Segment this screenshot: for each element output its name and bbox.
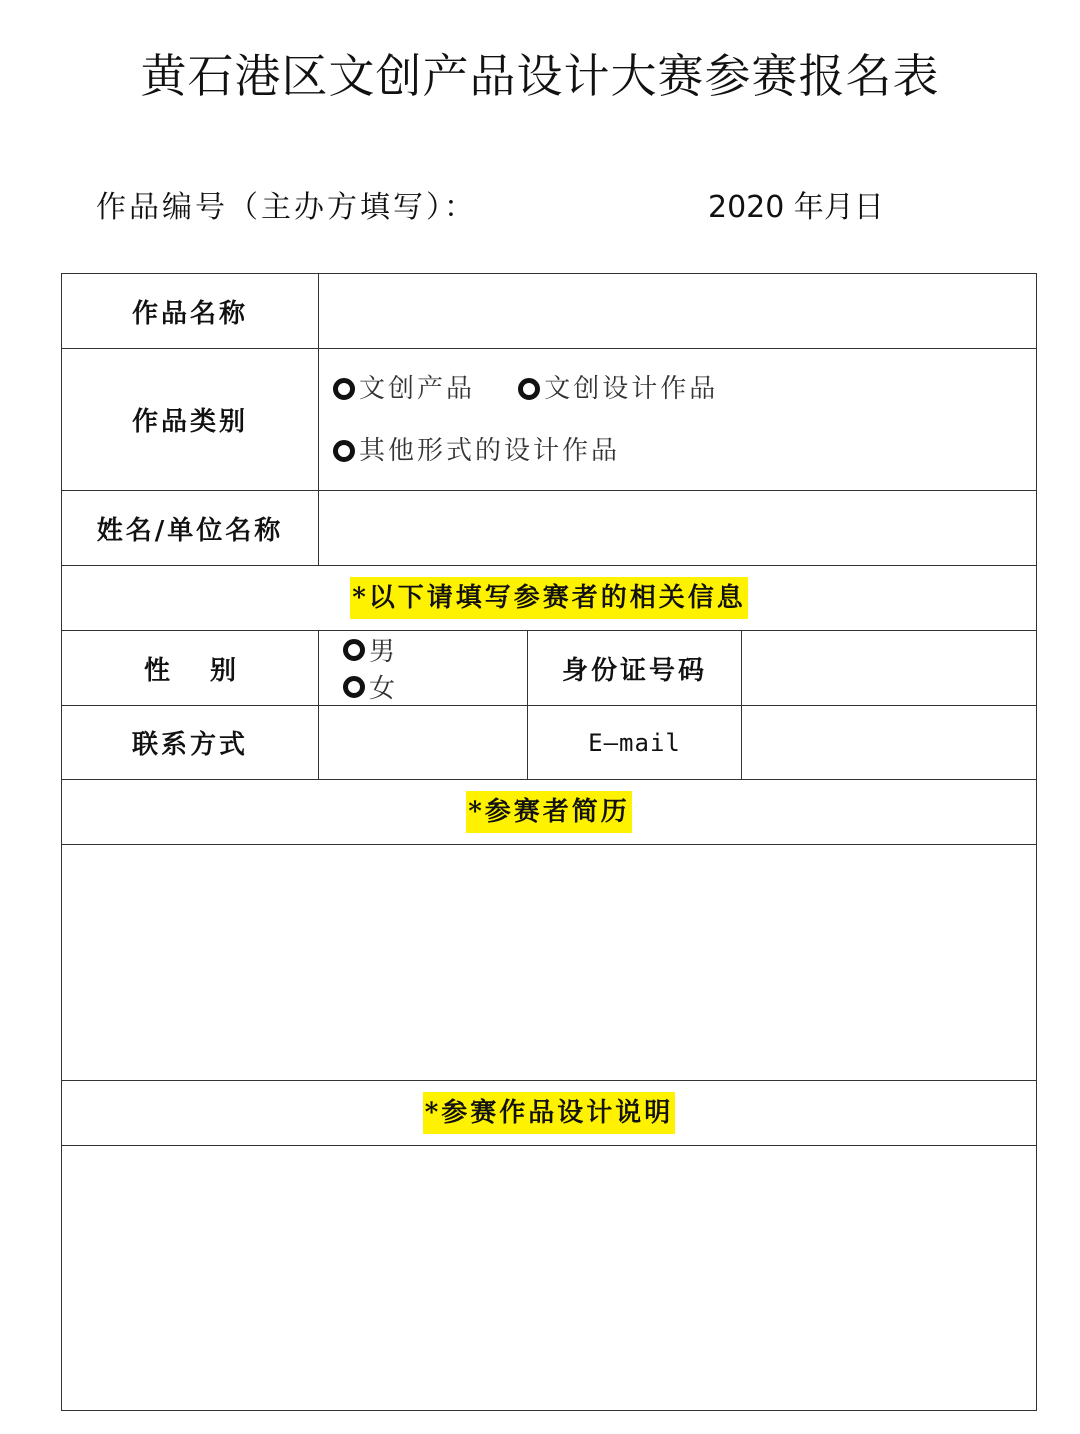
work-name-label: 作品名称 <box>62 274 319 349</box>
contact-label: 联系方式 <box>62 706 319 780</box>
row-contact-email <box>62 706 1037 780</box>
date-line <box>708 186 884 230</box>
row-resume-body <box>62 845 1037 1081</box>
radio-icon[interactable] <box>518 378 540 400</box>
category-option-other-design[interactable]: 其他形式的设计作品 <box>333 420 620 482</box>
name-unit-field[interactable] <box>319 491 1037 566</box>
id-number-label: 身份证号码 <box>528 631 742 706</box>
row-work-category <box>62 349 1037 491</box>
name-unit-label: 姓名/单位名称 <box>62 491 319 566</box>
work-category-options <box>319 349 1037 491</box>
radio-icon[interactable] <box>343 639 365 661</box>
id-number-field[interactable] <box>742 631 1037 706</box>
resume-field[interactable] <box>62 845 1037 1081</box>
radio-icon[interactable] <box>333 378 355 400</box>
participant-info-heading: *以下请填写参赛者的相关信息 <box>350 577 748 619</box>
work-name-field[interactable] <box>319 274 1037 349</box>
resume-section <box>62 780 1037 845</box>
date-suffix: 年月日 <box>784 190 884 225</box>
design-description-section <box>62 1081 1037 1146</box>
date-year: 2020 <box>708 190 785 225</box>
work-number-label: 作品编号（主办方填写）： <box>96 190 477 225</box>
radio-icon[interactable] <box>343 676 365 698</box>
meta-row <box>0 186 1080 230</box>
contact-field[interactable] <box>319 706 528 780</box>
row-work-name <box>62 274 1037 349</box>
radio-icon[interactable] <box>333 440 355 462</box>
row-design-description-section <box>62 1081 1037 1146</box>
work-category-label: 作品类别 <box>62 349 319 491</box>
gender-label: 性 别 <box>62 631 319 706</box>
gender-options <box>319 631 528 706</box>
category-option-cultural-product[interactable]: 文创产品 <box>333 358 475 420</box>
row-resume-section <box>62 780 1037 845</box>
gender-option-female[interactable]: 女 <box>343 668 398 705</box>
row-name-unit <box>62 491 1037 566</box>
gender-option-male[interactable]: 男 <box>343 631 398 668</box>
email-label: E—mail <box>528 706 742 780</box>
row-gender-id <box>62 631 1037 706</box>
category-option-cultural-design[interactable]: 文创设计作品 <box>518 358 718 420</box>
email-field[interactable] <box>742 706 1037 780</box>
design-description-field[interactable] <box>62 1146 1037 1411</box>
design-description-heading: *参赛作品设计说明 <box>423 1092 676 1134</box>
participant-info-section <box>62 566 1037 631</box>
row-design-description-body <box>62 1146 1037 1411</box>
registration-table <box>61 273 1037 1411</box>
form-title: 黄石港区文创产品设计大赛参赛报名表 <box>140 49 940 103</box>
resume-heading: *参赛者简历 <box>466 791 632 833</box>
row-participant-info-section <box>62 566 1037 631</box>
